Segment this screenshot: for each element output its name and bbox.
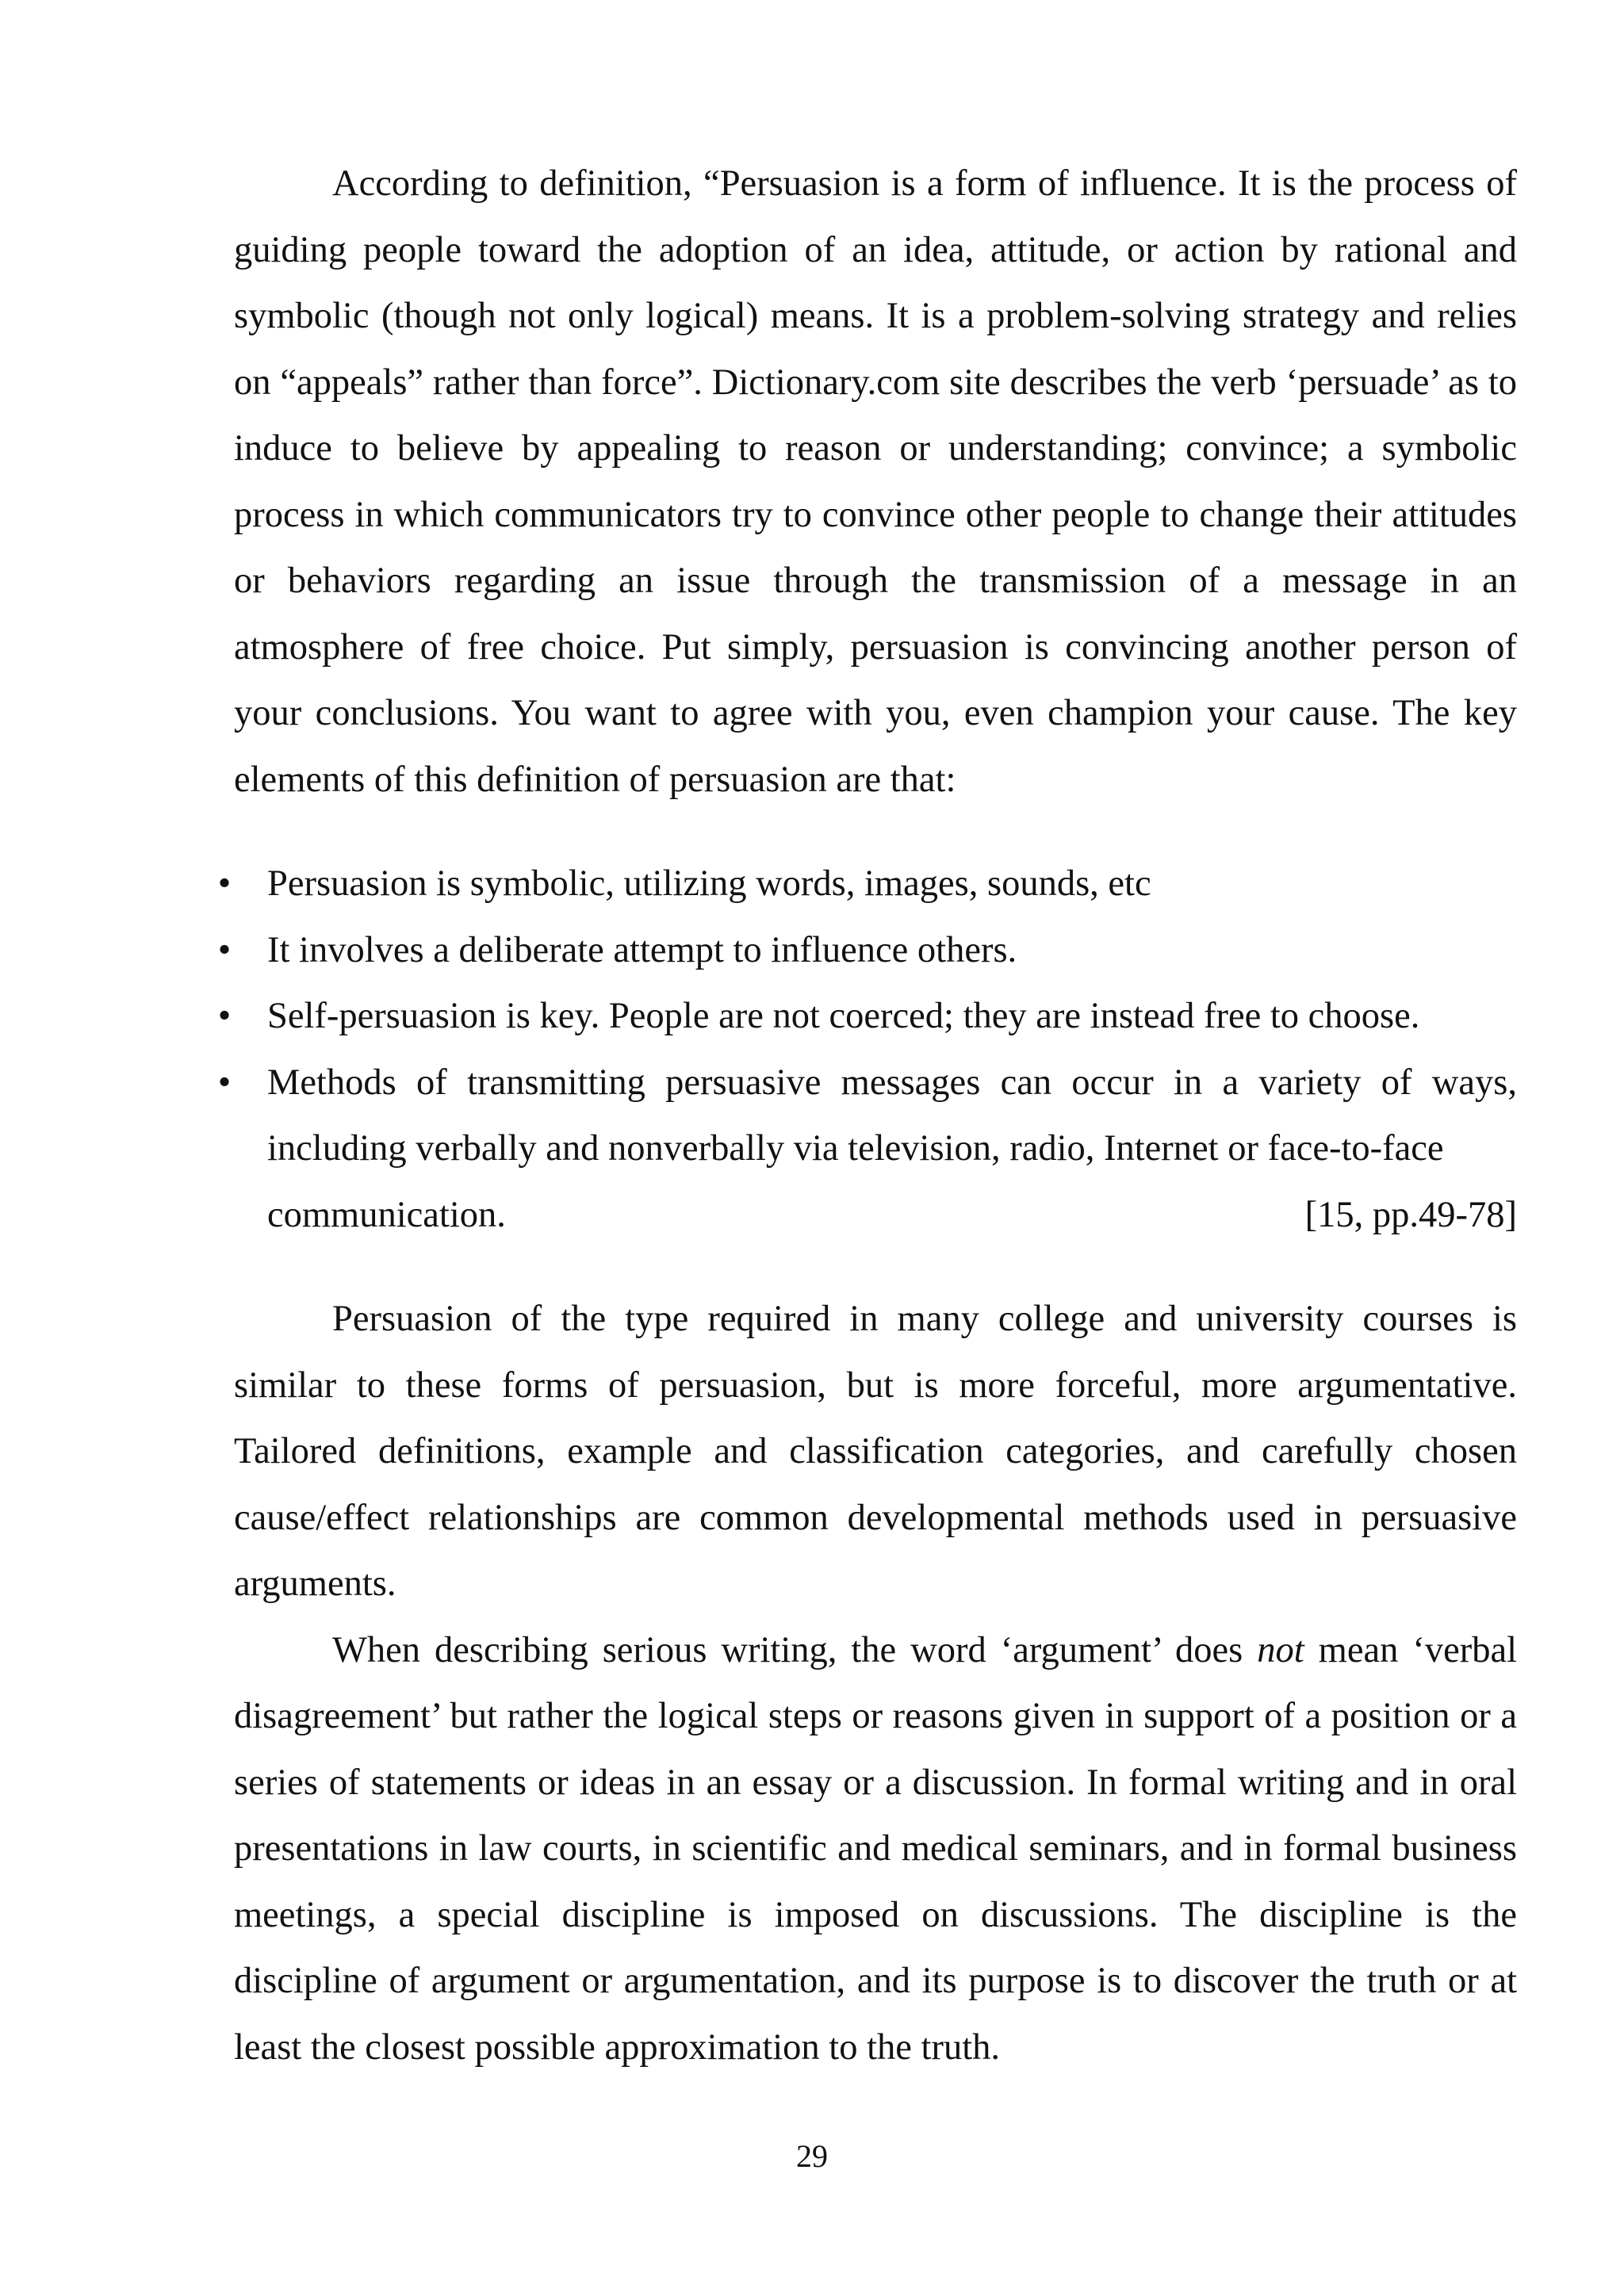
list-item-text-end: communication. <box>267 1194 506 1235</box>
list-item-text: It involves a deliberate attempt to influence others. <box>267 929 1017 970</box>
bullet-icon: • <box>217 929 232 970</box>
list-item-last-line <box>267 1182 1517 1249</box>
list-item-text: Methods of transmitting persuasive messages can occur in a variety of ways, including verbally and nonverbally via television, radio, Internet or face-to-face <box>267 1062 1517 1169</box>
list-item <box>217 917 1517 984</box>
bullet-icon: • <box>217 863 232 904</box>
list-item <box>217 851 1517 917</box>
emphasis-word: not <box>1257 1629 1304 1670</box>
list-item-text: Persuasion is symbolic, utilizing words, images, sounds, etc <box>267 863 1151 904</box>
paragraph-college-persuasion: Persuasion of the type required in many college and university courses is similar to these forms of persuasion, but is more forceful, more argumentative. Tailored definitions, example and classification categories, and carefully chosen cause/effect relationships are common developmental methods used in persuasive arguments. <box>234 1299 1517 1604</box>
key-elements-list <box>217 851 1517 1248</box>
bullet-icon: • <box>217 996 232 1036</box>
paragraph-persuasion-definition: According to definition, “Persuasion is a form of influence. It is the process of guiding people toward the adoption of an idea, attitude, or action by rational and symbolic (though not only logical) means. It is a problem-solving strategy and relies on “appeals” rather than force”. Dictionary.com site describes the verb ‘persuade’ as to induce to believe by appealing to reason or understanding; convince; a symbolic process in which communicators try to convince other people to change their attitudes or behaviors regarding an issue through the transmission of a message in an atmosphere of free choice. Put simply, persuasion is convincing another person of your conclusions. You want to agree with you, even champion your cause. The key elements of this definition of persuasion are that: <box>234 163 1517 800</box>
list-item <box>217 983 1517 1050</box>
page-number: 29 <box>796 2138 828 2174</box>
paragraph-text-end: mean ‘verbal disagreement’ but rather the logical steps or reasons given in support of a position or a series of statements or ideas in an essay or a discussion. In formal writing and in oral presentations in law courts, in scientific and medical seminars, and in formal business meetings, a special discipline is imposed on discussions. The discipline is the discipline of argument or argumentation, and its purpose is to discover the truth or at least the closest possible approximation to the truth. <box>234 1629 1518 2068</box>
bullet-icon: • <box>217 1062 232 1103</box>
list-item <box>217 1050 1517 1249</box>
page-body <box>217 151 1518 2080</box>
citation: [15, pp.49-78] <box>1304 1194 1517 1235</box>
paragraph-text-start: When describing serious writing, the word ‘argument’ does <box>332 1629 1258 1670</box>
list-item-text: Self-persuasion is key. People are not coerced; they are instead free to choose. <box>267 996 1420 1036</box>
paragraph-argument-meaning <box>234 1617 1517 2081</box>
